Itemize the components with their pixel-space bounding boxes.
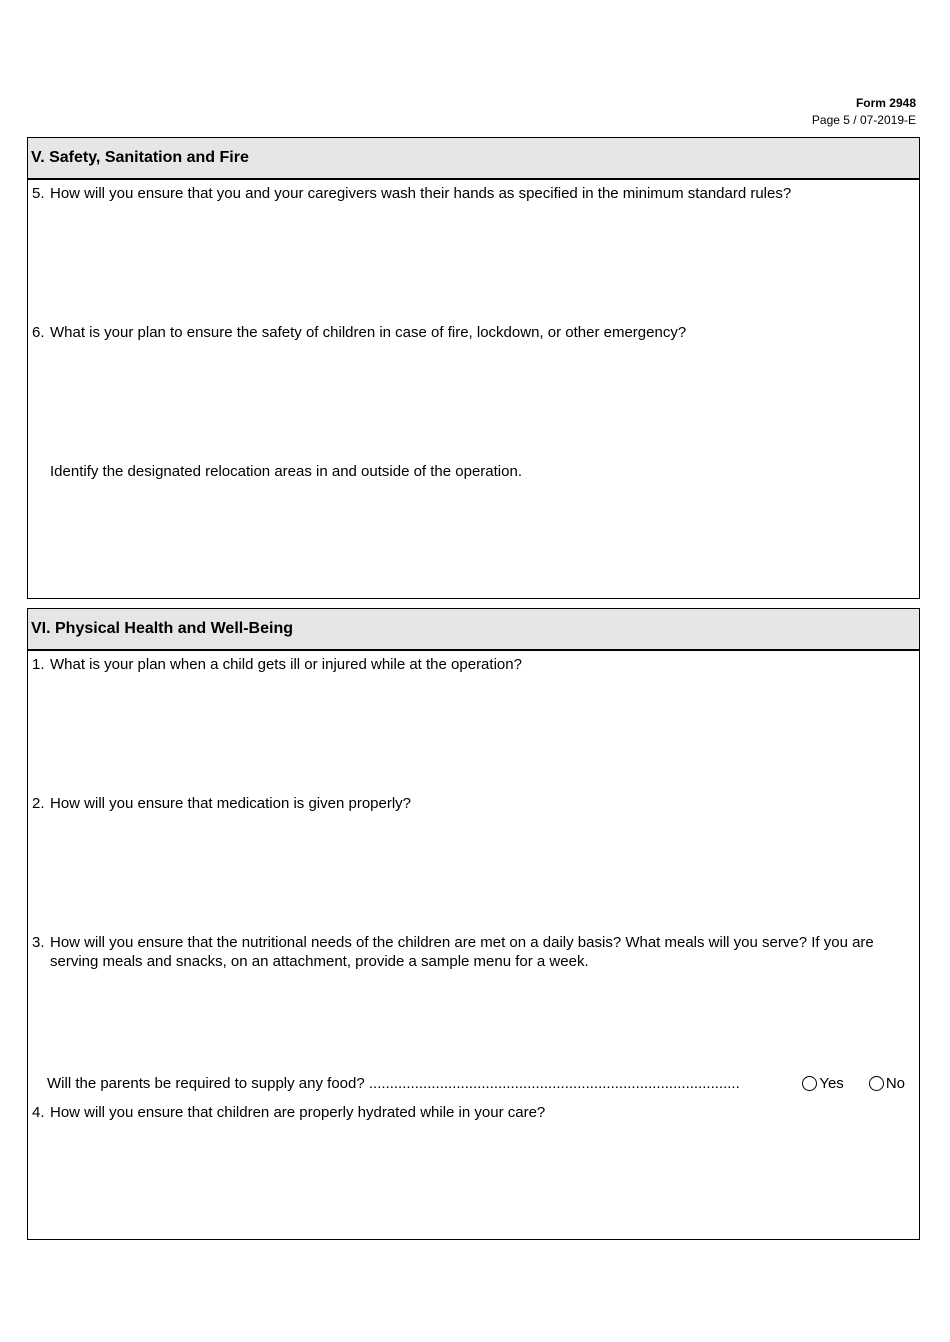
yes-radio[interactable] <box>802 1076 817 1091</box>
no-radio[interactable] <box>869 1076 884 1091</box>
page-info: Page 5 / 07-2019-E <box>811 113 916 127</box>
question-number: 3. <box>32 934 45 951</box>
section-physical-health <box>27 608 920 1240</box>
section-safety-sanitation-fire <box>27 137 920 599</box>
question-text: How will you ensure that the nutritional needs of the children are met on a daily basis? What meals will you serve? If you are serving meals and snacks, on an attachment, provide a sample menu for a week. <box>50 934 874 970</box>
question-text: How will you ensure that you and your caregivers wash their hands as specified in the minimum standard rules? <box>50 185 792 202</box>
question-number: 4. <box>32 1104 45 1121</box>
question-handwashing <box>32 184 911 203</box>
question-emergency-plan <box>32 323 911 342</box>
section-title: VI. Physical Health and Well-Being <box>28 609 919 651</box>
question-relocation-areas: Identify the designated relocation areas in and outside of the operation. <box>50 463 522 480</box>
no-option[interactable] <box>869 1074 905 1093</box>
form-meta <box>812 95 916 129</box>
yes-label: Yes <box>819 1075 844 1092</box>
question-hydration <box>32 1103 911 1122</box>
section-title: V. Safety, Sanitation and Fire <box>28 138 919 180</box>
question-text: How will you ensure that children are properly hydrated while in your care? <box>50 1104 546 1121</box>
question-text: What is your plan when a child gets ill or injured while at the operation? <box>50 656 522 673</box>
no-label: No <box>885 1075 905 1092</box>
question-text: How will you ensure that medication is given properly? <box>50 795 412 812</box>
food-supply-row <box>47 1074 905 1093</box>
question-number: 2. <box>32 795 45 812</box>
food-supply-question: Will the parents be required to supply any food? ......................................................................................... <box>47 1075 740 1092</box>
yes-option[interactable] <box>802 1074 843 1093</box>
question-number: 1. <box>32 656 45 673</box>
question-nutrition <box>32 933 911 971</box>
question-text: What is your plan to ensure the safety of children in case of fire, lockdown, or other emergency? <box>50 324 687 341</box>
question-medication <box>32 794 911 813</box>
question-number: 6. <box>32 324 45 341</box>
question-illness-plan <box>32 655 911 674</box>
form-number: Form 2948 <box>855 96 916 110</box>
question-number: 5. <box>32 185 45 202</box>
